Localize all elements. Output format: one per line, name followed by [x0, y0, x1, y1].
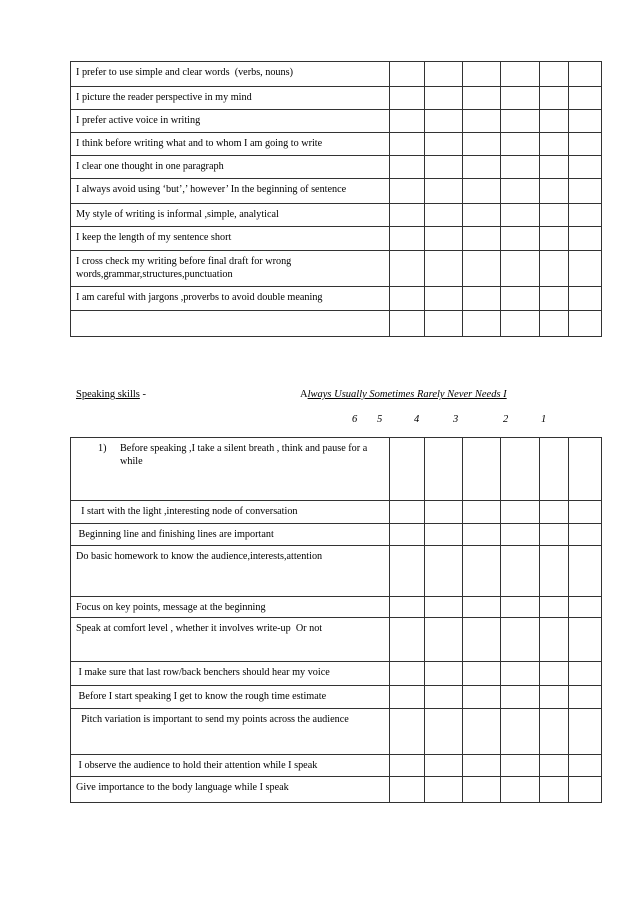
rating-cell[interactable] [569, 501, 602, 524]
rating-cell[interactable] [501, 546, 540, 597]
rating-cell[interactable] [540, 755, 569, 777]
scale-first-letter: A [300, 389, 308, 400]
rating-cell[interactable] [569, 686, 602, 709]
rating-cell[interactable] [501, 755, 540, 777]
statement-cell [71, 227, 390, 251]
rating-cell[interactable] [501, 62, 540, 87]
rating-cell[interactable] [569, 251, 602, 287]
rating-cell[interactable] [540, 156, 569, 179]
statement-text: I cross check my writing before final draft for wrong words,grammar,structures,punctuation [76, 256, 294, 280]
rating-cell[interactable] [501, 133, 540, 156]
table-row [71, 110, 602, 133]
rating-cell[interactable] [425, 709, 463, 755]
rating-cell[interactable] [540, 709, 569, 755]
rating-cell[interactable] [425, 686, 463, 709]
statement-text: I prefer to use simple and clear words (verbs, nouns) [76, 67, 293, 78]
rating-cell[interactable] [569, 110, 602, 133]
rating-cell[interactable] [540, 662, 569, 686]
rating-cell[interactable] [463, 662, 501, 686]
rating-scale-header [300, 389, 507, 400]
table-row [71, 777, 602, 803]
rating-cell[interactable] [501, 662, 540, 686]
rating-cell[interactable] [463, 179, 501, 204]
statement-cell [71, 686, 390, 709]
scale-number: 1 [541, 414, 547, 425]
rating-cell[interactable] [390, 133, 425, 156]
statement-cell [71, 546, 390, 597]
rating-cell[interactable] [569, 597, 602, 618]
rating-cell[interactable] [540, 777, 569, 803]
rating-cell[interactable] [569, 227, 602, 251]
rating-cell[interactable] [390, 755, 425, 777]
rating-cell[interactable] [390, 662, 425, 686]
table-row [71, 438, 602, 501]
rating-cell[interactable] [390, 546, 425, 597]
statement-cell [71, 251, 390, 287]
rating-cell[interactable] [425, 618, 463, 662]
rating-cell[interactable] [569, 755, 602, 777]
statement-text: I think before writing what and to whom I am going to write [76, 138, 323, 149]
rating-cell[interactable] [569, 618, 602, 662]
rating-cell[interactable] [540, 438, 569, 501]
rating-cell[interactable] [501, 87, 540, 110]
rating-cell[interactable] [540, 546, 569, 597]
rating-cell[interactable] [390, 287, 425, 311]
statement-cell [71, 662, 390, 686]
statement-cell [71, 597, 390, 618]
statement-cell [71, 156, 390, 179]
rating-cell[interactable] [390, 311, 425, 337]
rating-cell[interactable] [463, 251, 501, 287]
rating-cell[interactable] [463, 524, 501, 546]
rating-cell[interactable] [463, 87, 501, 110]
rating-cell[interactable] [540, 87, 569, 110]
rating-cell[interactable] [425, 546, 463, 597]
statement-cell [71, 179, 390, 204]
rating-cell[interactable] [463, 686, 501, 709]
statement-text: Do basic homework to know the audience,interests,attention [76, 551, 323, 562]
statement-text: I clear one thought in one paragraph [76, 161, 224, 172]
table-row [71, 62, 602, 87]
rating-cell[interactable] [425, 501, 463, 524]
table-row [71, 662, 602, 686]
rating-cell[interactable] [390, 62, 425, 87]
rating-cell[interactable] [425, 87, 463, 110]
rating-cell[interactable] [390, 501, 425, 524]
rating-cell[interactable] [390, 438, 425, 501]
rating-cell[interactable] [463, 227, 501, 251]
rating-cell[interactable] [540, 686, 569, 709]
rating-cell[interactable] [425, 524, 463, 546]
rating-cell[interactable] [425, 287, 463, 311]
rating-cell[interactable] [569, 662, 602, 686]
rating-cell[interactable] [425, 179, 463, 204]
statement-text: Speak at comfort level , whether it involves write-up Or not [76, 623, 323, 634]
table-row [71, 287, 602, 311]
list-number: 1) [98, 443, 107, 454]
scale-number: 2 [503, 414, 509, 425]
rating-cell[interactable] [425, 597, 463, 618]
statement-cell [71, 777, 390, 803]
table-row [71, 755, 602, 777]
table-row [71, 501, 602, 524]
statement-text: My style of writing is informal ,simple, analytical [76, 209, 279, 220]
rating-cell[interactable] [569, 179, 602, 204]
rating-cell[interactable] [425, 110, 463, 133]
table-row [71, 133, 602, 156]
rating-cell[interactable] [463, 62, 501, 87]
rating-cell[interactable] [501, 618, 540, 662]
writing-skills-table [70, 61, 602, 337]
table-row [71, 686, 602, 709]
rating-cell[interactable] [501, 597, 540, 618]
rating-cell[interactable] [425, 251, 463, 287]
rating-cell[interactable] [463, 618, 501, 662]
statement-text: I prefer active voice in writing [76, 115, 201, 126]
rating-cell[interactable] [425, 777, 463, 803]
rating-cell[interactable] [569, 438, 602, 501]
rating-cell[interactable] [501, 438, 540, 501]
rating-cell[interactable] [425, 156, 463, 179]
rating-cell[interactable] [463, 755, 501, 777]
rating-cell[interactable] [540, 251, 569, 287]
rating-cell[interactable] [463, 501, 501, 524]
statement-cell [71, 204, 390, 227]
rating-cell[interactable] [569, 287, 602, 311]
rating-cell[interactable] [390, 777, 425, 803]
rating-cell[interactable] [463, 287, 501, 311]
rating-cell[interactable] [463, 597, 501, 618]
rating-cell[interactable] [390, 179, 425, 204]
statement-text: I make sure that last row/back benchers should hear my voice [76, 667, 330, 678]
rating-cell[interactable] [463, 204, 501, 227]
rating-cell[interactable] [425, 662, 463, 686]
rating-cell[interactable] [501, 524, 540, 546]
rating-cell[interactable] [569, 524, 602, 546]
scale-number: 3 [453, 414, 459, 425]
rating-cell[interactable] [569, 777, 602, 803]
rating-cell[interactable] [425, 62, 463, 87]
table-row [71, 179, 602, 204]
table-row [71, 87, 602, 110]
rating-cell[interactable] [425, 311, 463, 337]
rating-cell[interactable] [501, 777, 540, 803]
statement-text: Pitch variation is important to send my points across the audience [76, 714, 349, 725]
rating-cell[interactable] [540, 110, 569, 133]
statement-cell [71, 87, 390, 110]
statement-text: I observe the audience to hold their attention while I speak [76, 760, 318, 771]
rating-cell[interactable] [569, 204, 602, 227]
rating-cell[interactable] [501, 251, 540, 287]
rating-cell[interactable] [540, 62, 569, 87]
rating-cell[interactable] [501, 287, 540, 311]
statement-text: I start with the light ,interesting node of conversation [76, 506, 298, 517]
rating-cell[interactable] [390, 524, 425, 546]
statement-text: Before speaking ,I take a silent breath , think and pause for a while [120, 443, 368, 467]
speaking-skills-table [70, 437, 602, 803]
rating-cell[interactable] [501, 709, 540, 755]
rating-cell[interactable] [501, 204, 540, 227]
rating-cell[interactable] [390, 618, 425, 662]
statement-text: Give importance to the body language while I speak [76, 782, 289, 793]
statement-cell [71, 133, 390, 156]
rating-cell[interactable] [540, 204, 569, 227]
rating-cell[interactable] [501, 156, 540, 179]
rating-cell[interactable] [390, 251, 425, 287]
statement-text: Beginning line and finishing lines are important [76, 529, 274, 540]
rating-cell[interactable] [463, 133, 501, 156]
rating-cell[interactable] [425, 204, 463, 227]
rating-cell[interactable] [390, 686, 425, 709]
rating-cell[interactable] [540, 179, 569, 204]
rating-cell[interactable] [540, 227, 569, 251]
rating-cell[interactable] [501, 311, 540, 337]
table-row [71, 227, 602, 251]
rating-cell[interactable] [425, 438, 463, 501]
rating-cell[interactable] [569, 709, 602, 755]
table-row [71, 204, 602, 227]
rating-cell[interactable] [569, 133, 602, 156]
table-row [71, 251, 602, 287]
rating-cell[interactable] [501, 227, 540, 251]
table-row [71, 618, 602, 662]
statement-text: Before I start speaking I get to know the rough time estimate [76, 691, 327, 702]
rating-cell[interactable] [540, 618, 569, 662]
rating-cell[interactable] [390, 709, 425, 755]
rating-cell[interactable] [463, 709, 501, 755]
statement-cell [71, 501, 390, 524]
rating-cell[interactable] [501, 686, 540, 709]
statement-cell [71, 524, 390, 546]
rating-cell[interactable] [540, 524, 569, 546]
rating-cell[interactable] [425, 227, 463, 251]
rating-cell[interactable] [569, 87, 602, 110]
scale-number: 4 [414, 414, 420, 425]
rating-cell[interactable] [425, 755, 463, 777]
rating-cell[interactable] [390, 87, 425, 110]
rating-cell[interactable] [463, 546, 501, 597]
rating-cell[interactable] [390, 110, 425, 133]
statement-text: I am careful with jargons ,proverbs to avoid double meaning [76, 292, 323, 303]
rating-cell[interactable] [540, 287, 569, 311]
statement-text: I keep the length of my sentence short [76, 232, 232, 243]
table-row [71, 524, 602, 546]
rating-cell[interactable] [463, 311, 501, 337]
rating-cell[interactable] [463, 110, 501, 133]
statement-text: Focus on key points, message at the beginning [76, 602, 266, 613]
rating-cell[interactable] [463, 156, 501, 179]
rating-cell[interactable] [569, 311, 602, 337]
table-row [71, 597, 602, 618]
rating-cell[interactable] [540, 597, 569, 618]
statement-cell [71, 311, 390, 337]
statement-cell [71, 110, 390, 133]
statement-cell [71, 709, 390, 755]
scale-number: 6 [352, 414, 358, 425]
speaking-skills-dash: - [139, 389, 147, 400]
scale-labels: lways Usually Sometimes Rarely Never Needs I [307, 389, 507, 400]
rating-cell[interactable] [569, 156, 602, 179]
statement-text: I picture the reader perspective in my mind [76, 92, 252, 103]
rating-cell[interactable] [540, 501, 569, 524]
rating-cell[interactable] [501, 179, 540, 204]
rating-cell[interactable] [390, 227, 425, 251]
table-row [71, 546, 602, 597]
statement-cell [71, 287, 390, 311]
rating-cell[interactable] [390, 597, 425, 618]
rating-cell[interactable] [540, 133, 569, 156]
speaking-skills-heading [76, 389, 146, 400]
rating-cell[interactable] [390, 156, 425, 179]
table-row [71, 156, 602, 179]
rating-cell[interactable] [425, 133, 463, 156]
rating-cell[interactable] [463, 438, 501, 501]
statement-cell [71, 755, 390, 777]
table-row [71, 311, 602, 337]
rating-cell[interactable] [463, 777, 501, 803]
rating-cell[interactable] [390, 204, 425, 227]
rating-cell[interactable] [540, 311, 569, 337]
rating-cell[interactable] [569, 62, 602, 87]
rating-cell[interactable] [501, 501, 540, 524]
rating-cell[interactable] [569, 546, 602, 597]
statement-cell [71, 618, 390, 662]
scale-number: 5 [377, 414, 383, 425]
table-row [71, 709, 602, 755]
speaking-skills-title: Speaking skills [76, 389, 140, 400]
rating-cell[interactable] [501, 110, 540, 133]
statement-cell [71, 62, 390, 87]
statement-text: I always avoid using ‘but’,’ however’ In the beginning of sentence [76, 184, 347, 195]
statement-cell [71, 438, 390, 501]
